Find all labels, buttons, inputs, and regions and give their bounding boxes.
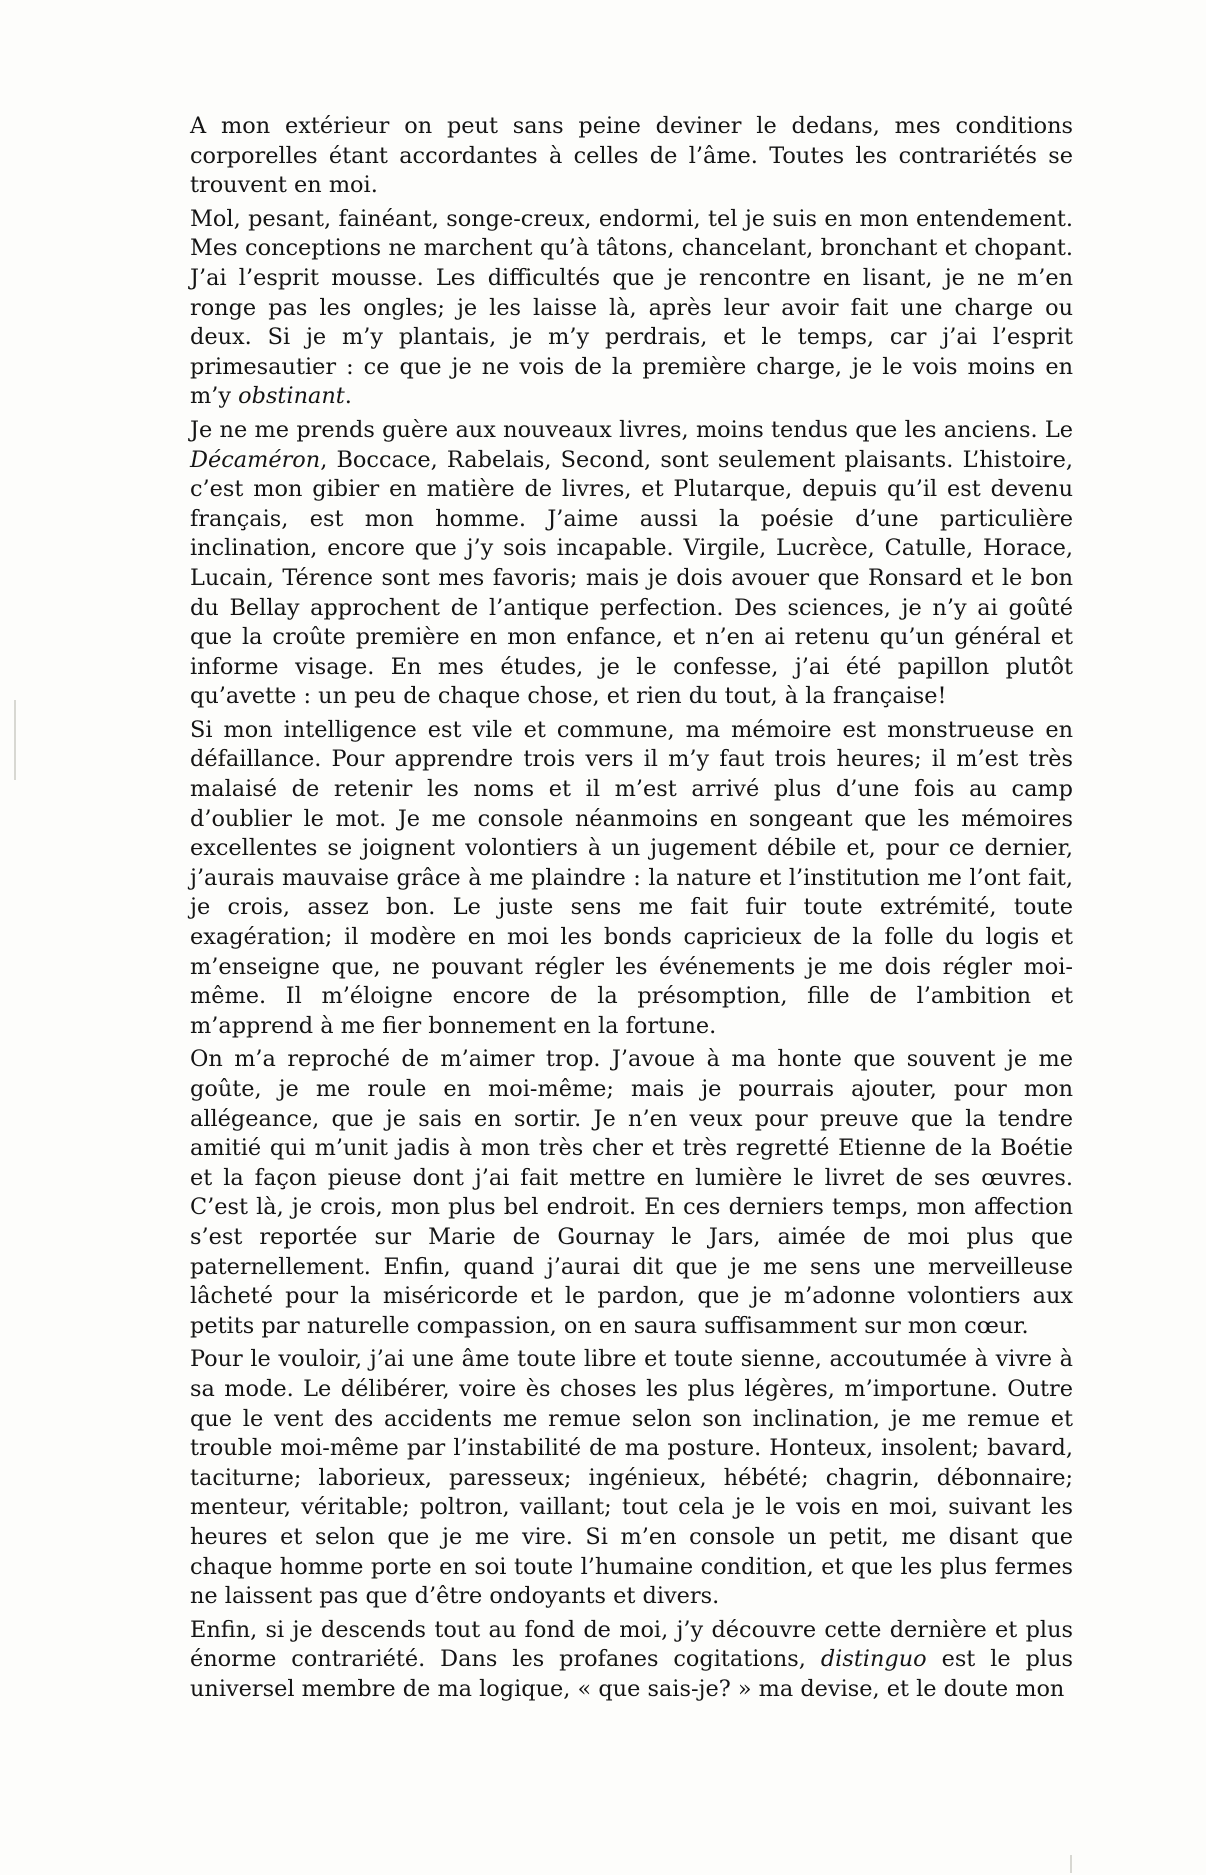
scan-mark (14, 700, 16, 780)
paragraph-text: A mon extérieur on peut sans peine deviner le dedans, mes conditions corporelles étant accordantes à celles de l’âme. Toutes les contrariétés se trouvent en moi. (190, 113, 1073, 199)
paragraph-text: Enfin, si je descends tout au fond de moi, j’y découvre cette dernière et plus énorme contrariété. Dans les profanes cogitations, (190, 1616, 1073, 1673)
paragraph (190, 205, 1073, 412)
paragraph-text: Mol, pesant, fainéant, songe-creux, endormi, tel je suis en mon entendement. Mes conceptions ne marchent qu’à tâtons, chancelant, bronchant et chopant. J’ai l’esprit mousse. Les difficultés que je rencontre en lisant, je ne m’en ronge pas les ongles; je les laisse là, après leur avoir fait une charge ou deux. Si je m’y plantais, je m’y perdrais, et le temps, car j’ai l’esprit primesautier : ce que je ne vois de la première charge, je le vois moins en m’y (190, 205, 1073, 410)
paragraph (190, 416, 1073, 712)
italic-word: obstinant (238, 383, 345, 410)
paragraph-text: est le plus universel membre de ma logique, « que sais-je? » ma devise, et le doute mon (190, 1646, 1073, 1702)
paragraph-text: . (344, 383, 352, 410)
paragraph-text: , Boccace, Rabelais, Second, sont seulement plaisants. L’histoire, c’est mon gibier en matière de livres, et Plutarque, depuis qu’il est devenu français, est mon homme. J’aime aussi la poésie d’une particulière inclination, encore que j’y sois incapable. Virgile, Lucrèce, Catulle, Horace, Lucain, Térence sont mes favoris; mais je dois avouer que Ronsard et le bon du Bellay approchent de l’antique perfection. Des sciences, je n’y ai goûté que la croûte première en mon enfance, et n’en ai retenu qu’un général et informe visage. En mes études, je le confesse, j’ai été papillon plutôt qu’avette : un peu de chaque chose, et rien du tout, à la française! (190, 446, 1073, 710)
paragraph-text: Si mon intelligence est vile et commune, ma mémoire est monstrueuse en défaillance. Pour apprendre trois vers il m’y faut trois heures; il m’est très malaisé de retenir les noms et il m’est arrivé plus d’une fois au camp d’oublier le mot. Je me console néanmoins en songeant que les mémoires excellentes se joignent volontiers à un jugement débile et, pour ce dernier, j’aurais mauvaise grâce à me plaindre : la nature et l’institution me l’ont fait, je crois, assez bon. Le juste sens me fait fuir toute extrémité, toute exagération; il modère en moi les bonds capricieux de la folle du logis et m’enseigne que, ne pouvant régler les événements je me dois régler moi-même. Il m’éloigne encore de la présomption, fille de l’ambition et m’apprend à me fier bonnement en la fortune. (190, 716, 1073, 1039)
paragraph (190, 1616, 1073, 1705)
italic-title: Décaméron (190, 446, 321, 473)
paragraph (190, 716, 1073, 1042)
paragraph-text: On m’a reproché de m’aimer trop. J’avoue à ma honte que souvent je me goûte, je me roule en moi-même; mais je pourrais ajouter, pour mon allégeance, que je sais en sortir. Je n’en veux pour preuve que la tendre amitié qui m’unit jadis à mon très cher et très regretté Etienne de la Boétie et la façon pieuse dont j’ai fait mettre en lumière le livret de ses œuvres. C’est là, je crois, mon plus bel endroit. En ces derniers temps, mon affection s’est reportée sur Marie de Gournay le Jars, aimée de moi plus que paternellement. Enfin, quand j’aurai dit que je me sens une merveilleuse lâcheté pour la miséricorde et le pardon, que je m’adonne volontiers aux petits par naturelle compassion, on en saura suffisamment sur mon cœur. (190, 1046, 1073, 1339)
paragraph-text: Pour le vouloir, j’ai une âme toute libre et toute sienne, accoutumée à vivre à sa mode. Le délibérer, voire ès choses les plus légères, m’importune. Outre que le vent des accidents me remue selon son inclination, je me remue et trouble moi-même par l’instabilité de ma posture. Honteux, insolent; bavard, taciturne; laborieux, paresseux; ingénieux, hébété; chagrin, débonnaire; menteur, véritable; poltron, vaillant; tout cela je le vois en moi, suivant les heures et selon que je me vire. Si m’en console un petit, me disant que chaque homme porte en soi toute l’humaine condition, et que les plus fermes ne laissent pas que d’être ondoyants et divers. (190, 1346, 1073, 1610)
scan-mark (1070, 1855, 1072, 1873)
paragraph-text: Je ne me prends guère aux nouveaux livres, moins tendus que les anciens. Le (190, 416, 1073, 443)
italic-word: distinguo (820, 1646, 927, 1673)
paragraph (190, 1345, 1073, 1611)
paragraph (190, 112, 1073, 201)
paragraph (190, 1045, 1073, 1341)
body-text (190, 112, 1073, 1708)
